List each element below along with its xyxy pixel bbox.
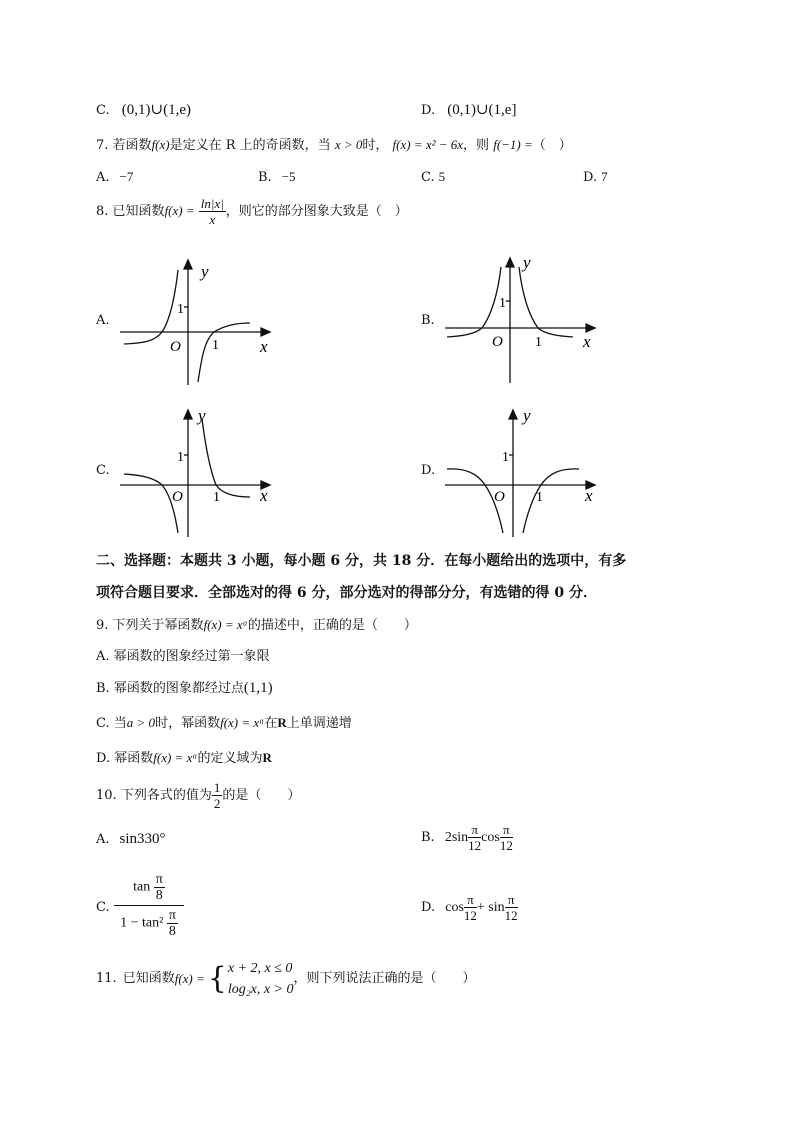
q7-option-b [258, 168, 296, 187]
piecewise-case: log₂x, x > 0 [227, 982, 294, 997]
y-label: y [523, 255, 531, 272]
denominator: 2 [213, 796, 221, 811]
q9-option-b [96, 679, 273, 698]
graph-label-b: B. [421, 313, 435, 328]
option-text: 幂函数的图象都经过点 [113, 681, 244, 696]
curve-right [519, 267, 573, 337]
curve-left [124, 270, 178, 344]
question-text: 已知函数 [112, 204, 165, 219]
question-10 [96, 780, 300, 811]
x-label: x [260, 486, 268, 505]
math-expr: f(x) = [164, 203, 195, 218]
option-label: A. [96, 170, 110, 185]
question-8 [96, 196, 408, 227]
tick-label-1: 1 [502, 450, 509, 465]
q6-option-c [96, 101, 191, 120]
denominator: 8 [155, 888, 163, 903]
math-expr: a > 0 [126, 715, 156, 730]
curve-left [124, 474, 178, 533]
origin-label: O [170, 339, 181, 355]
option-text: 时，幂函数 [155, 716, 221, 731]
numerator: π [155, 872, 163, 887]
math-expr: f(−1) = [493, 137, 533, 152]
tick-label-1: 1 [536, 490, 543, 505]
math-expr: f(x) = xᵅ [220, 715, 265, 730]
y-arrow [184, 260, 192, 269]
option-label: B. [96, 681, 110, 696]
question-text: 下列各式的值为 [120, 788, 212, 803]
option-expr: (0,1)∪(1,e) [121, 102, 191, 118]
question-text: ，则它的部分图象大致是（ ） [225, 204, 408, 219]
denominator: x [209, 212, 216, 227]
numerator: π [500, 822, 513, 838]
math-expr: (1,1) [243, 680, 273, 696]
option-text: 上单调递增 [286, 716, 352, 731]
numerator: 1 [213, 780, 221, 795]
option-label: A. [96, 649, 110, 664]
question-11 [96, 958, 476, 1000]
section-2-heading-cont: 项符合题目要求．全部选对的得 6 分，部分选对的得部分分，有选错的得 0 分． [96, 585, 597, 601]
option-value: 5 [438, 169, 446, 184]
question-text: 的描述中，正确的是（ ） [247, 618, 417, 633]
graph-c [110, 405, 280, 540]
origin-label: O [492, 334, 503, 350]
q10-option-b [421, 822, 513, 853]
fraction [505, 892, 518, 923]
question-number: 9. [96, 618, 109, 633]
fraction [154, 872, 165, 903]
question-text: ，则 [463, 138, 490, 153]
graph-b [435, 255, 605, 390]
curve-left [447, 267, 501, 337]
math-expr: R [262, 750, 272, 765]
option-label: C. [96, 716, 110, 731]
option-label: D. [421, 900, 436, 915]
x-label: x [585, 486, 593, 505]
math-expr: f(x) = xᵅ [203, 617, 248, 632]
q7-option-d [583, 168, 608, 187]
numerator: π [464, 892, 477, 908]
question-text: 下列关于幂函数 [112, 618, 204, 633]
answer-paren: （ ） [532, 138, 572, 153]
q10-option-d [421, 892, 518, 923]
fraction-half [212, 780, 223, 811]
question-number: 10. [96, 788, 117, 803]
denominator: 12 [499, 838, 513, 853]
option-label: D. [421, 103, 436, 118]
x-arrow [261, 328, 270, 336]
q6-option-d [421, 101, 516, 120]
fraction [468, 822, 481, 853]
y-label: y [198, 406, 206, 425]
option-label: C. [421, 170, 435, 185]
question-text: 若函数 [112, 138, 152, 153]
question-text: 时， [362, 138, 389, 153]
math-expr: 1 − tan² [120, 915, 164, 931]
q10-option-a [96, 830, 166, 849]
option-label: B. [421, 830, 435, 845]
math-expr: 2sin [444, 830, 469, 845]
option-label: D. [96, 751, 111, 766]
q7-option-c [421, 168, 445, 187]
question-text: 的是（ ） [222, 788, 301, 803]
fraction-bar [114, 905, 184, 906]
option-label: A. [96, 832, 110, 847]
question-text: 是定义在 R 上的奇函数，当 [169, 138, 331, 153]
x-label: x [583, 332, 591, 351]
q9-option-c [96, 714, 352, 733]
tick-label-1: 1 [212, 338, 219, 353]
denominator: 12 [463, 908, 477, 923]
q9-option-d [96, 749, 272, 768]
graph-d [435, 405, 605, 540]
curve-right [523, 469, 579, 533]
tick-label-1: 1 [213, 490, 220, 505]
numerator [114, 872, 184, 903]
math-expr: f(x) = [174, 971, 205, 986]
option-text: 当 [113, 716, 127, 731]
question-number: 7. [96, 138, 109, 153]
question-text: 已知函数 [122, 971, 175, 986]
option-value: −7 [119, 169, 134, 184]
numerator: π [168, 908, 176, 923]
numerator: π [505, 892, 518, 908]
y-label: y [201, 262, 209, 281]
option-label: B. [258, 170, 272, 185]
q10-option-c-label: C. [96, 900, 110, 915]
option-text: 幂函数的图象经过第一象限 [113, 649, 270, 664]
fraction [167, 908, 178, 939]
tick-label-1: 1 [535, 335, 542, 350]
denominator: 8 [168, 924, 176, 939]
option-value: 7 [601, 169, 608, 184]
graph-label-d: D. [421, 463, 436, 478]
question-9 [96, 616, 417, 635]
tick-label-1: 1 [177, 302, 184, 317]
tick-label-1: 1 [499, 296, 506, 311]
y-arrow [184, 410, 192, 419]
graph-a [110, 255, 280, 390]
math-expr: sin330° [119, 831, 166, 847]
x-arrow [586, 324, 595, 332]
math-expr: R [277, 715, 287, 730]
numerator: ln|x| [200, 196, 224, 211]
math-expr: cos [481, 830, 500, 845]
q9-option-a [96, 648, 270, 666]
piecewise-brace: { [207, 961, 227, 996]
piecewise-case: x + 2, x ≤ 0 [227, 961, 293, 976]
y-label: y [523, 406, 531, 425]
option-text: 幂函数 [114, 751, 154, 766]
y-arrow [506, 258, 514, 267]
graph-label-a: A. [96, 313, 110, 328]
math-expr: f(x) = xᵅ [153, 750, 198, 765]
piecewise-cases [228, 958, 294, 1000]
question-number: 8. [96, 204, 109, 219]
math-expr: f(x) = x² − 6x [392, 137, 464, 152]
math-expr: x > 0 [334, 137, 363, 152]
tick-label-1: 1 [177, 450, 184, 465]
math-expr: + sin [476, 900, 505, 915]
fraction [199, 196, 226, 227]
origin-label: O [172, 489, 183, 505]
x-label: x [260, 337, 268, 356]
denominator: 12 [504, 908, 518, 923]
graph-label-c: C. [96, 463, 110, 478]
option-text: 的定义域为 [197, 751, 263, 766]
question-text: ，则下列说法正确的是（ ） [293, 971, 476, 986]
option-label: D. [583, 170, 598, 185]
origin-label: O [494, 489, 505, 505]
option-expr: (0,1)∪(1,e] [447, 102, 517, 118]
section-2-heading: 二、选择题：本题共 3 小题，每小题 6 分，共 18 分．在每小题给出的选项中，有多 [96, 553, 627, 569]
q10-option-c-fraction [114, 872, 184, 939]
math-expr: tan [133, 879, 151, 895]
numerator: π [468, 822, 481, 838]
q7-option-a [96, 168, 133, 187]
denominator: 12 [468, 838, 482, 853]
fraction [500, 822, 513, 853]
fraction [464, 892, 477, 923]
question-7 [96, 136, 572, 155]
y-arrow [509, 410, 517, 419]
question-number: 11. [96, 971, 117, 986]
math-expr: cos [445, 900, 464, 915]
math-expr: f(x) [151, 137, 170, 152]
option-label: C. [96, 103, 110, 118]
denominator [114, 908, 184, 939]
option-value: −5 [281, 169, 296, 184]
option-text: 在 [264, 716, 278, 731]
